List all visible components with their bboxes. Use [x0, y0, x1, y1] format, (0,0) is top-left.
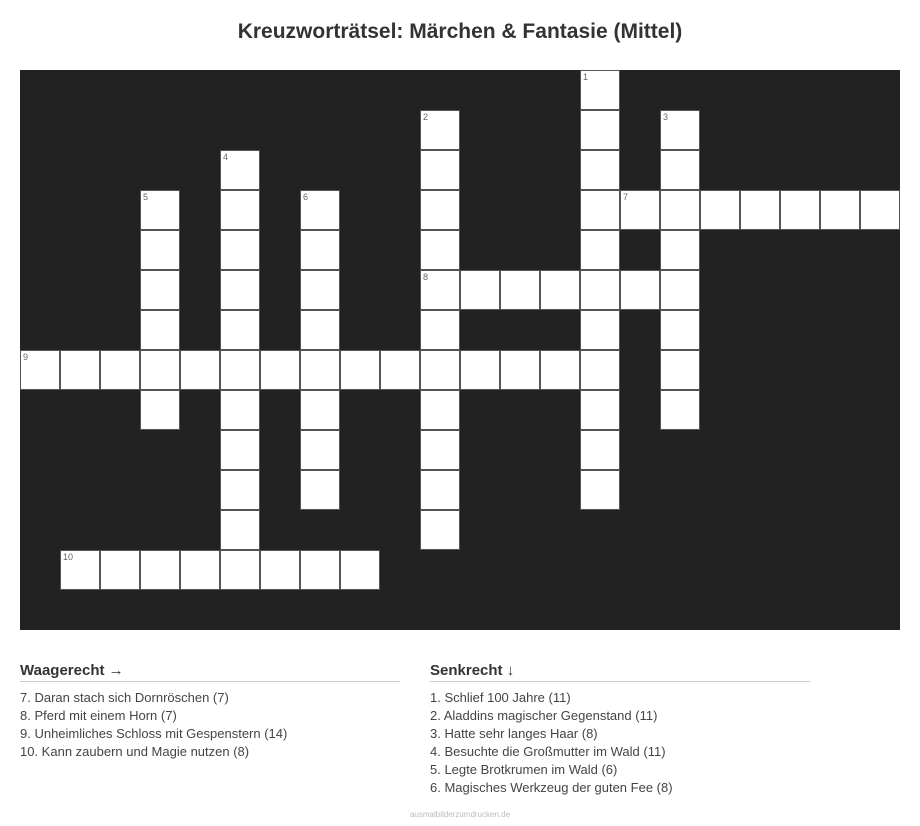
grid-cell[interactable]	[340, 550, 380, 590]
grid-cell[interactable]	[660, 270, 700, 310]
grid-cell[interactable]	[260, 350, 300, 390]
grid-cell[interactable]	[220, 550, 260, 590]
footer-credit: ausmalbilderzumdrucken.de	[409, 810, 511, 819]
grid-cell[interactable]	[580, 70, 620, 110]
grid-cell[interactable]	[580, 350, 620, 390]
grid-cell[interactable]	[580, 150, 620, 190]
grid-cell[interactable]	[580, 430, 620, 470]
grid-cell[interactable]	[220, 510, 260, 550]
grid-cell[interactable]	[420, 390, 460, 430]
crossword-grid	[20, 70, 900, 630]
grid-cell[interactable]	[500, 350, 540, 390]
grid-cell[interactable]	[220, 430, 260, 470]
grid-cell[interactable]	[100, 550, 140, 590]
cell-number: 5	[143, 192, 149, 202]
page-title: Kreuzworträtsel: Märchen & Fantasie (Mittel)	[237, 20, 683, 43]
grid-cell[interactable]	[500, 270, 540, 310]
grid-cell[interactable]	[220, 150, 260, 190]
grid-cell[interactable]	[220, 350, 260, 390]
grid-cell[interactable]	[100, 350, 140, 390]
across-clue-10: 10. Kann zaubern und Magie nutzen (8)	[20, 744, 250, 759]
down-clue-2: 2. Aladdins magischer Gegenstand (11)	[430, 708, 658, 723]
down-clue-6: 6. Magisches Werkzeug der guten Fee (8)	[430, 780, 673, 795]
grid-cell[interactable]	[420, 150, 460, 190]
grid-cell[interactable]	[140, 230, 180, 270]
down-clues	[430, 661, 810, 797]
grid-cell[interactable]	[220, 470, 260, 510]
grid-cell[interactable]	[620, 190, 660, 230]
grid-cell[interactable]	[580, 390, 620, 430]
down-clue-1: 1. Schlief 100 Jahre (11)	[430, 690, 571, 705]
grid-cell[interactable]	[740, 190, 780, 230]
grid-cell[interactable]	[580, 270, 620, 310]
grid-cell[interactable]	[60, 350, 100, 390]
grid-cell[interactable]	[180, 350, 220, 390]
grid-cell[interactable]	[580, 190, 620, 230]
grid-cell[interactable]	[140, 190, 180, 230]
grid-cell[interactable]	[420, 110, 460, 150]
across-clues	[20, 661, 400, 761]
grid-cell[interactable]	[180, 550, 220, 590]
grid-cell[interactable]	[300, 550, 340, 590]
grid-cell[interactable]	[60, 550, 100, 590]
across-heading: Waagerecht →	[20, 661, 400, 682]
grid-cell[interactable]	[220, 230, 260, 270]
grid-cell[interactable]	[660, 230, 700, 270]
grid-cell[interactable]	[420, 510, 460, 550]
grid-cell[interactable]	[780, 190, 820, 230]
grid-cell[interactable]	[300, 390, 340, 430]
grid-cell[interactable]	[420, 310, 460, 350]
down-clue-5: 5. Legte Brotkrumen im Wald (6)	[430, 762, 618, 777]
grid-cell[interactable]	[140, 390, 180, 430]
grid-cell[interactable]	[220, 390, 260, 430]
grid-cell[interactable]	[660, 150, 700, 190]
grid-cell[interactable]	[420, 470, 460, 510]
grid-cell[interactable]	[420, 350, 460, 390]
cell-number: 7	[623, 192, 629, 202]
grid-cell[interactable]	[300, 310, 340, 350]
grid-cell[interactable]	[620, 270, 660, 310]
grid-cell[interactable]	[660, 110, 700, 150]
grid-cell[interactable]	[540, 350, 580, 390]
cell-number: 6	[303, 192, 309, 202]
grid-cell[interactable]	[420, 270, 460, 310]
grid-cell[interactable]	[460, 350, 500, 390]
grid-cell[interactable]	[220, 190, 260, 230]
grid-cell[interactable]	[660, 350, 700, 390]
grid-cell[interactable]	[340, 350, 380, 390]
cell-number: 4	[223, 152, 229, 162]
grid-cell[interactable]	[220, 270, 260, 310]
grid-cell[interactable]	[660, 190, 700, 230]
grid-cell[interactable]	[300, 270, 340, 310]
grid-cell[interactable]	[140, 350, 180, 390]
grid-cell[interactable]	[580, 470, 620, 510]
cell-number: 10	[63, 552, 74, 562]
grid-cell[interactable]	[300, 230, 340, 270]
grid-cell[interactable]	[20, 350, 60, 390]
grid-cell[interactable]	[860, 190, 900, 230]
cell-number: 1	[583, 72, 589, 82]
grid-cell[interactable]	[660, 390, 700, 430]
grid-cell[interactable]	[420, 430, 460, 470]
grid-cell[interactable]	[300, 350, 340, 390]
grid-cell[interactable]	[300, 470, 340, 510]
grid-cell[interactable]	[140, 270, 180, 310]
grid-cell[interactable]	[580, 110, 620, 150]
grid-cell[interactable]	[300, 430, 340, 470]
cell-number: 9	[23, 352, 29, 362]
grid-cell[interactable]	[700, 190, 740, 230]
grid-cell[interactable]	[820, 190, 860, 230]
grid-cell[interactable]	[580, 230, 620, 270]
down-heading: Senkrecht ↓	[430, 661, 810, 682]
grid-cell[interactable]	[580, 310, 620, 350]
down-clue-4: 4. Besuchte die Großmutter im Wald (11)	[430, 744, 666, 759]
grid-cell[interactable]	[140, 310, 180, 350]
grid-cell[interactable]	[380, 350, 420, 390]
cell-number: 8	[423, 272, 429, 282]
across-clue-8: 8. Pferd mit einem Horn (7)	[20, 708, 177, 723]
grid-cell[interactable]	[420, 230, 460, 270]
cell-number: 2	[423, 112, 429, 122]
across-clue-7: 7. Daran stach sich Dornröschen (7)	[20, 690, 229, 705]
grid-cell[interactable]	[220, 310, 260, 350]
grid-cell[interactable]	[660, 310, 700, 350]
grid-cell[interactable]	[420, 190, 460, 230]
grid-cell[interactable]	[300, 190, 340, 230]
cell-number: 3	[663, 112, 669, 122]
grid-cell[interactable]	[540, 270, 580, 310]
down-clue-3: 3. Hatte sehr langes Haar (8)	[430, 726, 598, 741]
grid-cell[interactable]	[140, 550, 180, 590]
grid-cell[interactable]	[260, 550, 300, 590]
across-clue-9: 9. Unheimliches Schloss mit Gespenstern (14)	[20, 726, 288, 741]
grid-cell[interactable]	[460, 270, 500, 310]
